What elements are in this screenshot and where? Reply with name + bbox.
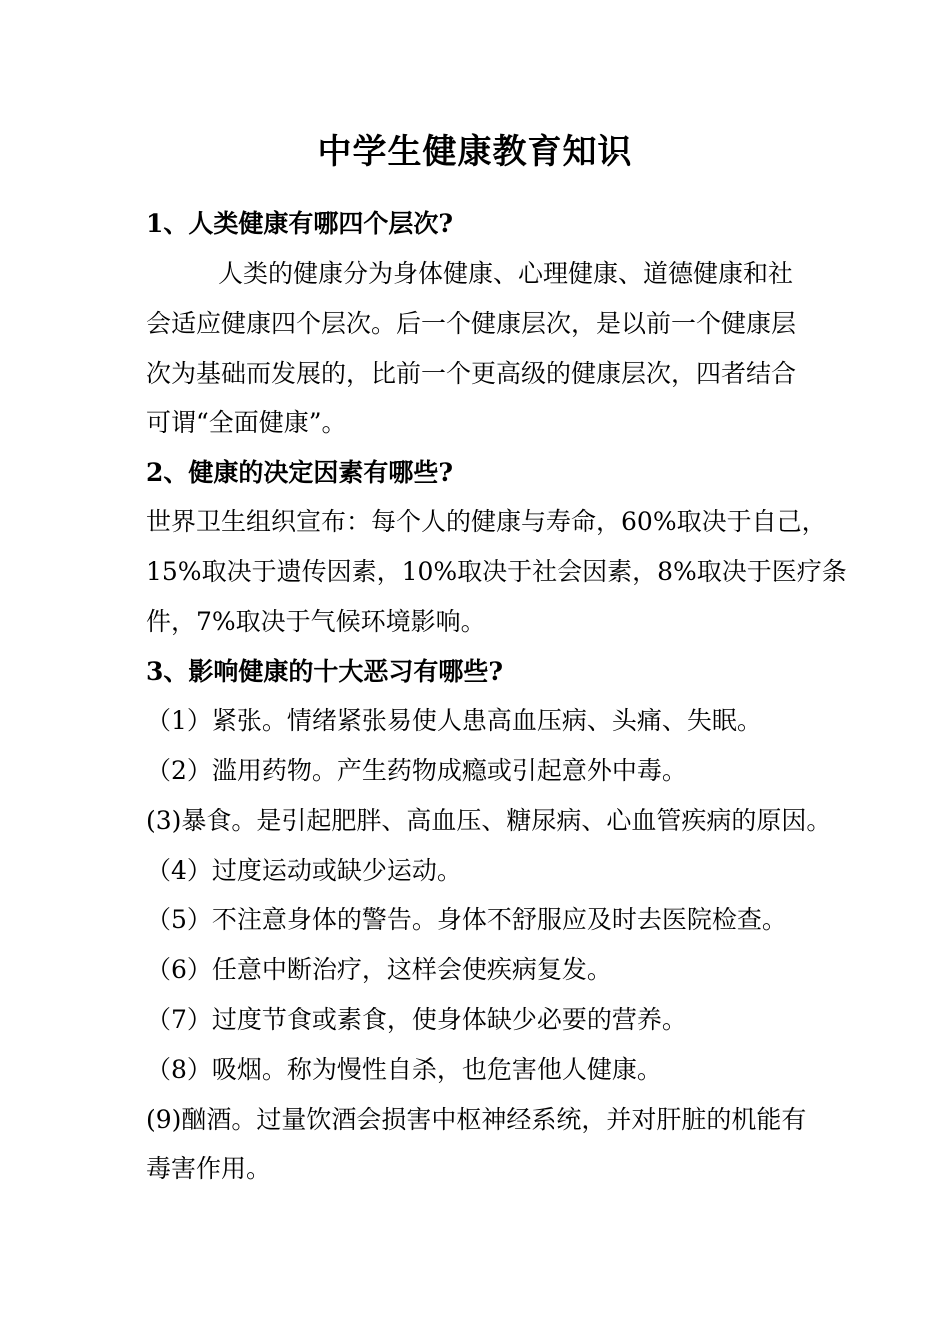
list-item-continuation: 毒害作用。 [146, 1154, 272, 1183]
paragraph-line: 件，7%取决于气候环境影响。 [146, 607, 486, 636]
document-title: 中学生健康教育知识 [317, 132, 633, 172]
section-heading-2: 2、健康的决定因素有哪些? [146, 458, 454, 487]
paragraph-line: 会适应健康四个层次。后一个健康层次，是以前一个健康层 [146, 309, 797, 338]
section-heading-1: 1、人类健康有哪四个层次? [146, 209, 454, 238]
list-item: （6）任意中断治疗，这样会使疾病复发。 [146, 955, 612, 984]
paragraph-line: 可谓“全面健康”。 [146, 408, 347, 437]
list-item: （2）滥用药物。产生药物成瘾或引起意外中毒。 [146, 756, 687, 785]
section-heading-3: 3、影响健康的十大恶习有哪些? [146, 657, 504, 686]
paragraph-line: 世界卫生组织宣布：每个人的健康与寿命，60%取决于自己， [146, 507, 827, 536]
list-item: （5）不注意身体的警告。身体不舒服应及时去医院检查。 [146, 905, 787, 934]
list-item: （4）过度运动或缺少运动。 [146, 856, 462, 885]
paragraph-line: 人类的健康分为身体健康、心理健康、道德健康和社 [218, 259, 794, 288]
list-item: （1）紧张。情绪紧张易使人患高血压病、头痛、失眠。 [146, 706, 762, 735]
list-item: （7）过度节食或素食，使身体缺少必要的营养。 [146, 1005, 687, 1034]
list-item: （8）吸烟。称为慢性自杀，也危害他人健康。 [146, 1055, 662, 1084]
list-item: (3)暴食。是引起肥胖、高血压、糖尿病、心血管疾病的原因。 [146, 806, 832, 835]
paragraph-line: 次为基础而发展的，比前一个更高级的健康层次，四者结合 [146, 359, 797, 388]
paragraph-line: 15%取决于遗传因素，10%取决于社会因素，8%取决于医疗条 [146, 557, 847, 586]
list-item: (9)酗酒。过量饮酒会损害中枢神经系统，并对肝脏的机能有 [146, 1105, 807, 1134]
